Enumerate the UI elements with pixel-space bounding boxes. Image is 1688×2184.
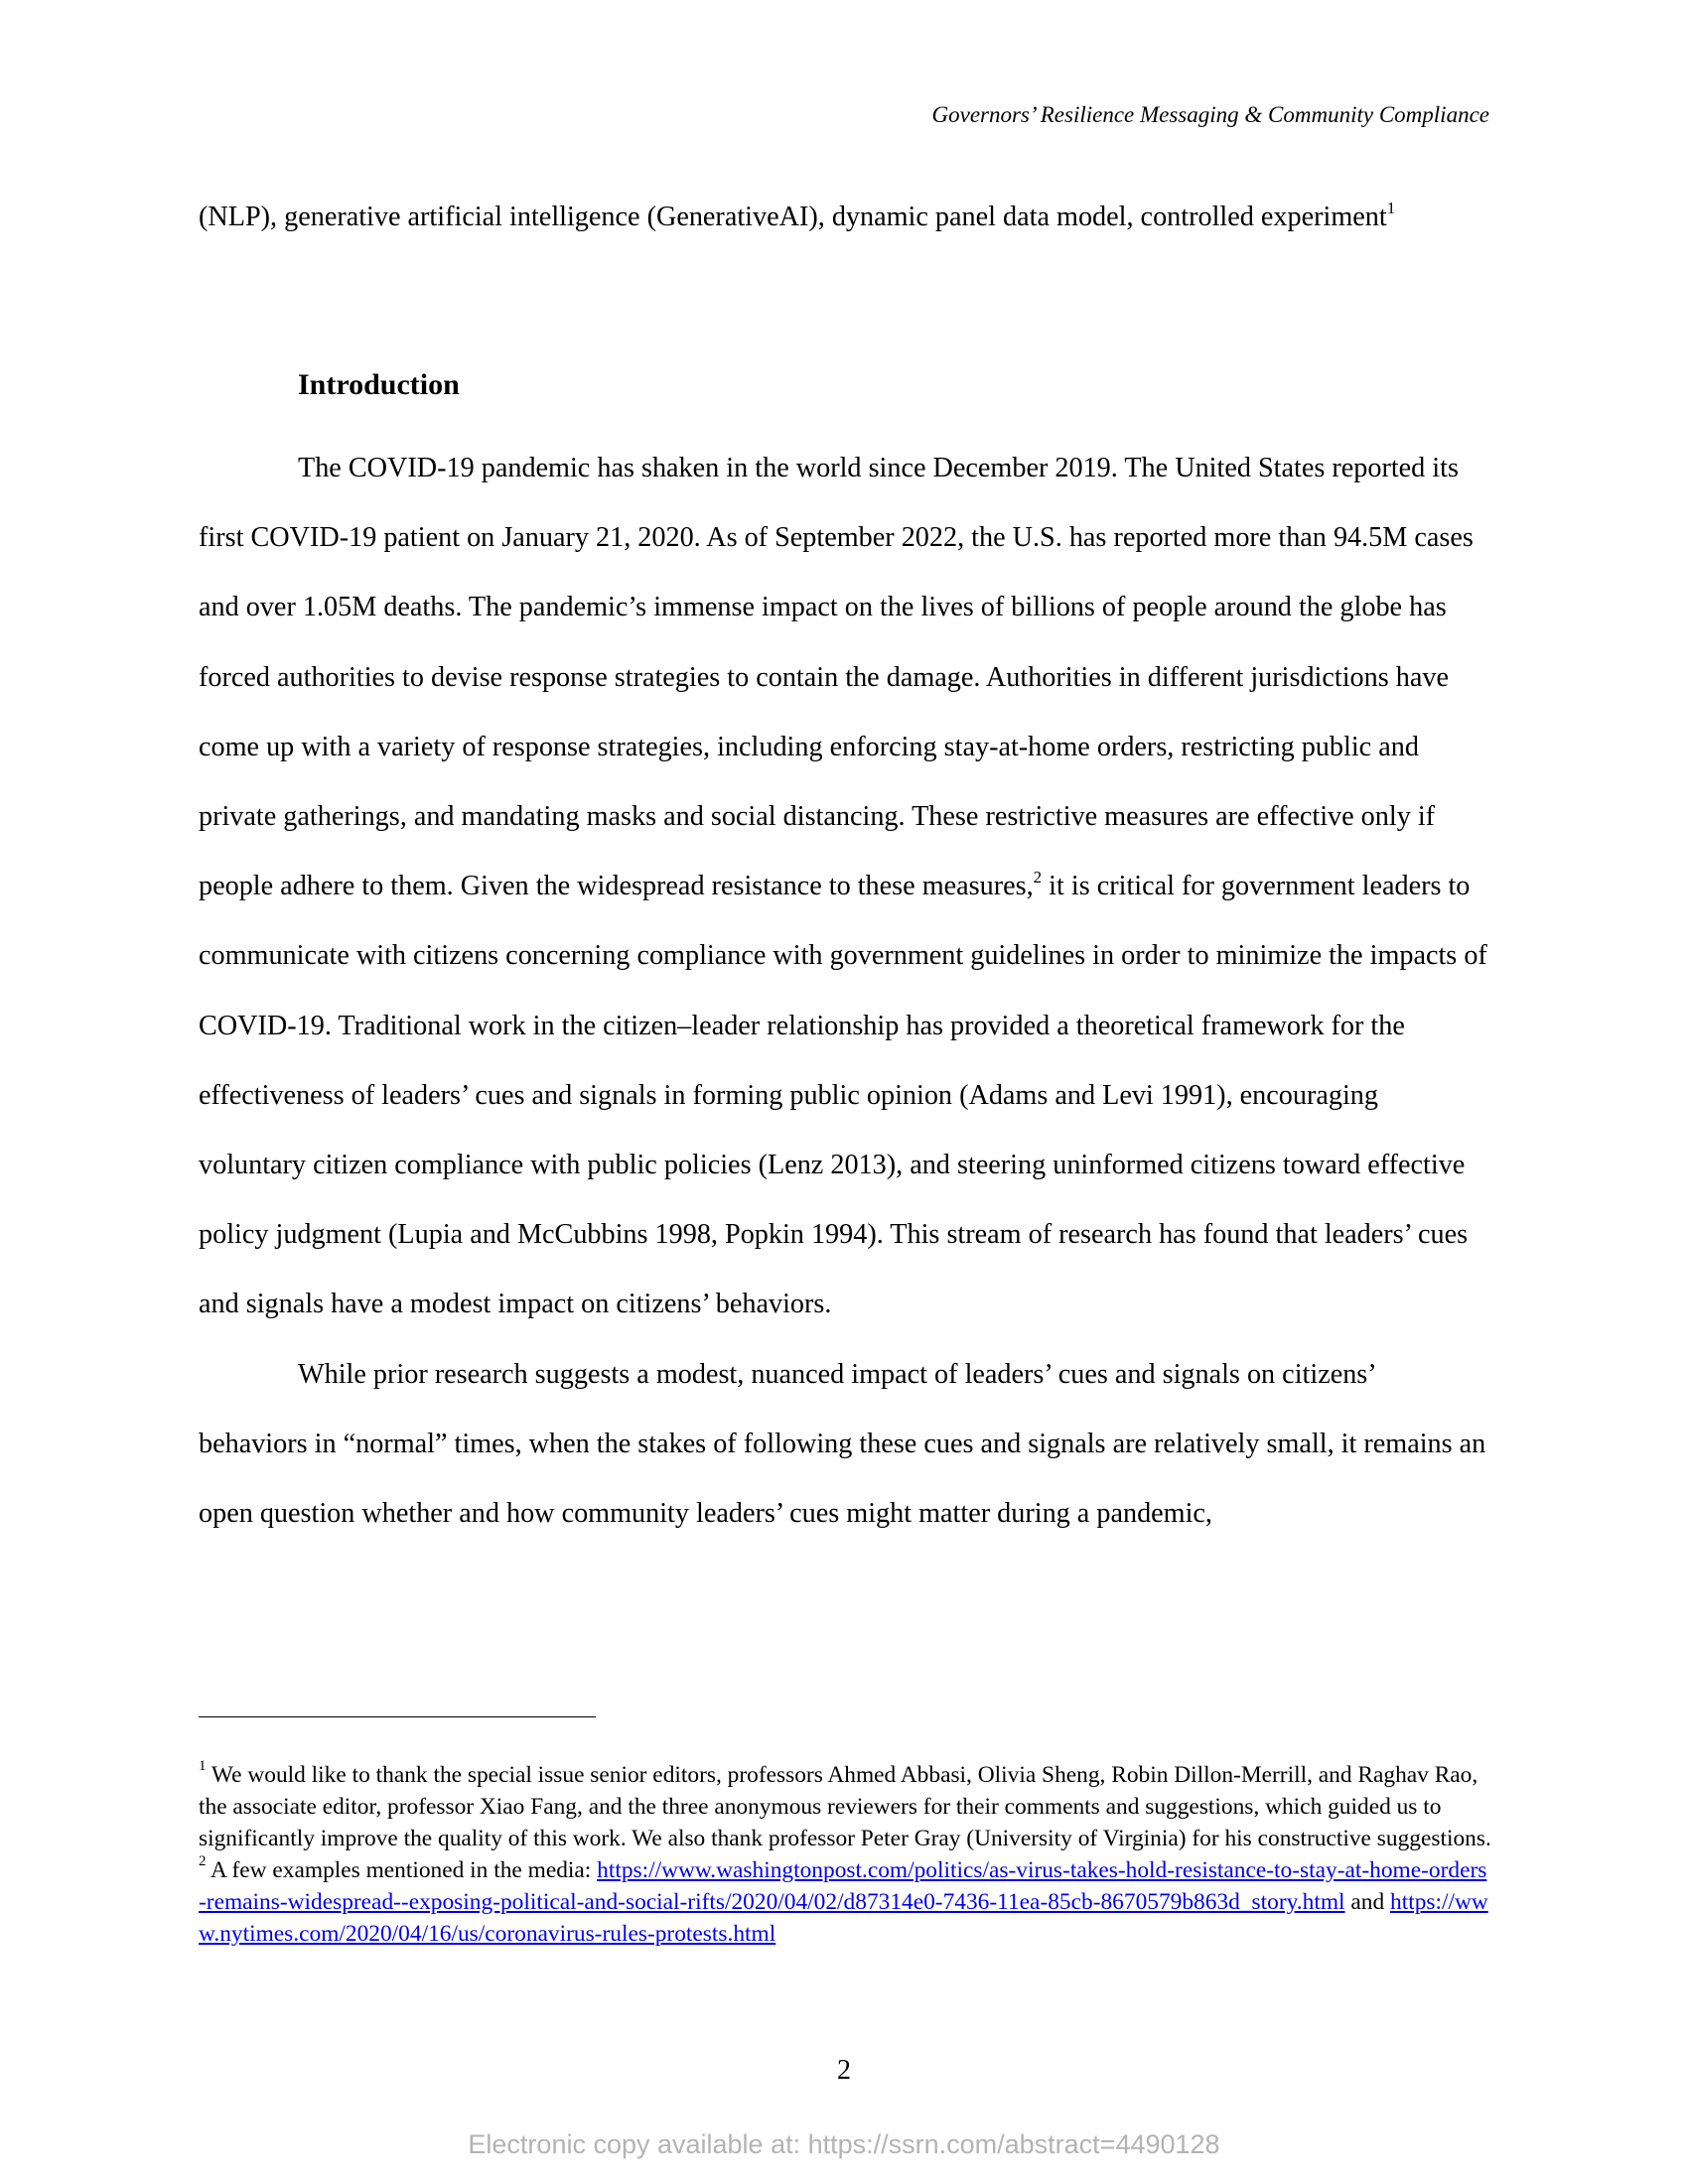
running-head: Governors’ Resilience Messaging & Community Compliance [931,102,1489,127]
footnote-ref-1[interactable]: 1 [1386,198,1396,217]
footnote-1 [199,1759,1494,1854]
ssrn-footer: Electronic copy available at: https://ssrn.com/abstract=4490128 [468,2129,1220,2159]
footnote-divider [199,1716,596,1717]
footnote-2-text: A few examples mentioned in the media: [206,1857,598,1883]
footnote-1-number: 1 [199,1758,207,1775]
paragraph-1-text-b: it is critical for government leaders to communicate with citizens concerning compliance with government guidelines in order to minimize the impacts of COVID-19. Traditional work in the citizen–leader relationship has provided a theoretical framework for the effectiveness of leaders’ cues and signals in forming public opinion (Adams and Levi 1991), encouraging voluntary citizen compliance with public policies (Lenz 2013), and steering uninformed citizens toward effective policy judgment (Lupia and McCubbins 1998, Popkin 1994). This stream of research has found that leaders’ cues and signals have a modest impact on citizens’ behaviors. [199,871,1487,1320]
paragraph-2: While prior research suggests a modest, nuanced impact of leaders’ cues and signals on citizens’ behaviors in “normal” times, when the stakes of following these cues and signals are relatively small, it remains an open question whether and how community leaders’ cues might matter during a pandemic, [199,1358,1486,1530]
footnote-2 [199,1854,1494,1950]
page-number: 2 [837,2055,851,2086]
nytimes-link[interactable]: https://www.nytimes.com/2020/04/16/us/coronavirus-rules-protests.html [199,1889,1488,1947]
paragraph-1-text-a: The COVID-19 pandemic has shaken in the world since December 2019. The United States reported its first COVID-19 patient on January 21, 2020. As of September 2022, the U.S. has reported more than 94.5M cases and over 1.05M deaths. The pandemic’s immense impact on the lives of billions of people around the globe has forced authorities to devise response strategies to contain the damage. Authorities in different jurisdictions have come up with a variety of response strategies, including enforcing stay-at-home orders, restricting public and private gatherings, and mandating masks and social distancing. These restrictive measures are effective only if people adhere to them. Given the widespread resistance to these measures, [199,453,1474,902]
keywords-text: (NLP), generative artificial intelligence (GenerativeAI), dynamic panel data model, controlled experiment [199,202,1387,232]
footnote-1-text: We would like to thank the special issue senior editors, professors Ahmed Abbasi, Olivia Sheng, Robin Dillon-Merrill, and Raghav Rao, the associate editor, professor Xiao Fang, and the three anonymous reviewers for their comments and suggestions, which guided us to significantly improve the quality of this work. We also thank professor Peter Gray (University of Virginia) for his constructive suggestions. [199,1762,1491,1851]
footnotes [199,1759,1494,1950]
keywords-continuation [199,183,1489,252]
introduction-body [199,434,1489,1549]
paragraph-1 [199,434,1489,1340]
footnote-2-number: 2 [199,1853,207,1870]
footnote-ref-2[interactable]: 2 [1033,867,1043,887]
washingtonpost-link[interactable]: https://www.washingtonpost.com/politics/as-virus-takes-hold-resistance-to-stay-at-home-orders-remains-widespread--exposing-political-and-social-rifts/2020/04/02/d87314e0-7436-11ea-85cb-8670579b863d_story.html [199,1857,1487,1915]
footnote-2-connector: and [1344,1889,1390,1915]
section-heading-introduction: Introduction [298,368,460,401]
